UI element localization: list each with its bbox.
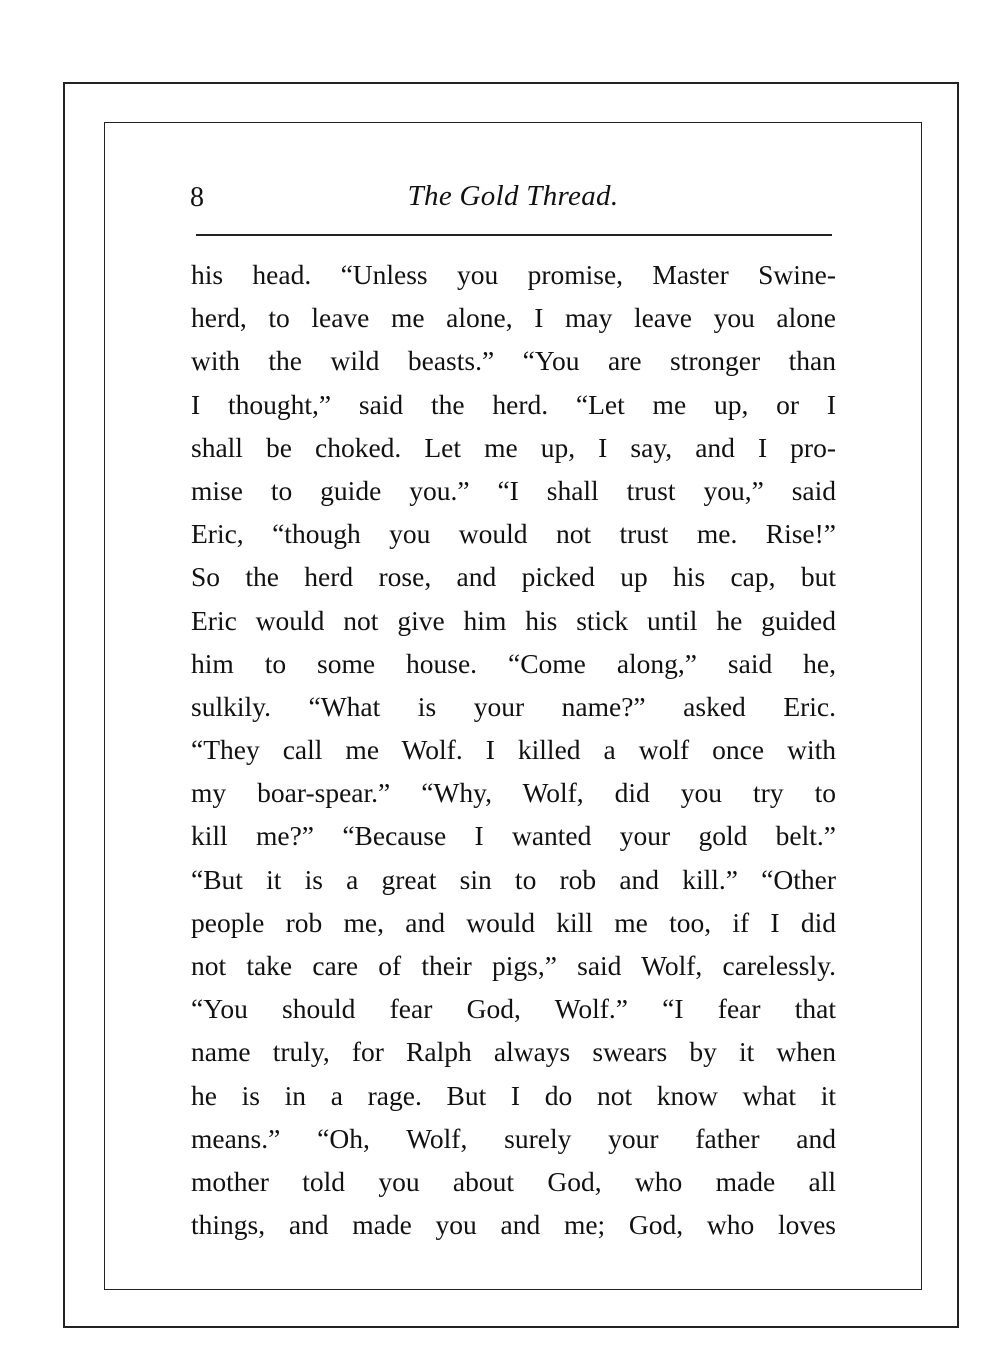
text-line: “But it is a great sin to rob and kill.” “Other <box>191 863 836 895</box>
text-line: herd, to leave me alone, I may leave you alone <box>191 302 836 334</box>
text-line: name truly, for Ralph always swears by it when <box>191 1036 836 1068</box>
page-number: 8 <box>190 182 204 213</box>
text-line: sulkily. “What is your name?” asked Eric. <box>191 690 836 722</box>
text-line: mother told you about God, who made all <box>191 1165 836 1197</box>
text-line: kill me?” “Because I wanted your gold belt.” <box>191 820 836 852</box>
text-line: mise to guide you.” “I shall trust you,” said <box>191 474 836 506</box>
text-line: “You should fear God, Wolf.” “I fear that <box>191 993 836 1025</box>
text-line: So the herd rose, and picked up his cap, but <box>191 561 836 593</box>
text-line: not take care of their pigs,” said Wolf, carelessly. <box>191 950 836 981</box>
text-line: Eric would not give him his stick until he guided <box>191 604 836 636</box>
text-line: my boar-spear.” “Why, Wolf, did you try to <box>191 777 836 809</box>
text-line: with the wild beasts.” “You are stronger than <box>191 345 836 377</box>
text-line: Eric, “though you would not trust me. Rise!” <box>191 518 836 550</box>
text-line: “They call me Wolf. I killed a wolf once with <box>191 734 836 766</box>
text-line: things, and made you and me; God, who loves <box>191 1209 836 1241</box>
header-rule <box>196 234 832 236</box>
text-line: shall be choked. Let me up, I say, and I pro- <box>191 431 836 463</box>
text-line: I thought,” said the herd. “Let me up, or I <box>191 388 836 420</box>
text-line: people rob me, and would kill me too, if I did <box>191 906 836 938</box>
text-line: means.” “Oh, Wolf, surely your father and <box>191 1122 836 1154</box>
running-head <box>190 178 836 222</box>
text-line: his head. “Unless you promise, Master Swine- <box>191 259 836 290</box>
body-text <box>191 253 836 1246</box>
text-line: he is in a rage. But I do not know what it <box>191 1079 836 1111</box>
running-title: The Gold Thread. <box>407 180 619 212</box>
text-line: him to some house. “Come along,” said he, <box>191 647 836 679</box>
